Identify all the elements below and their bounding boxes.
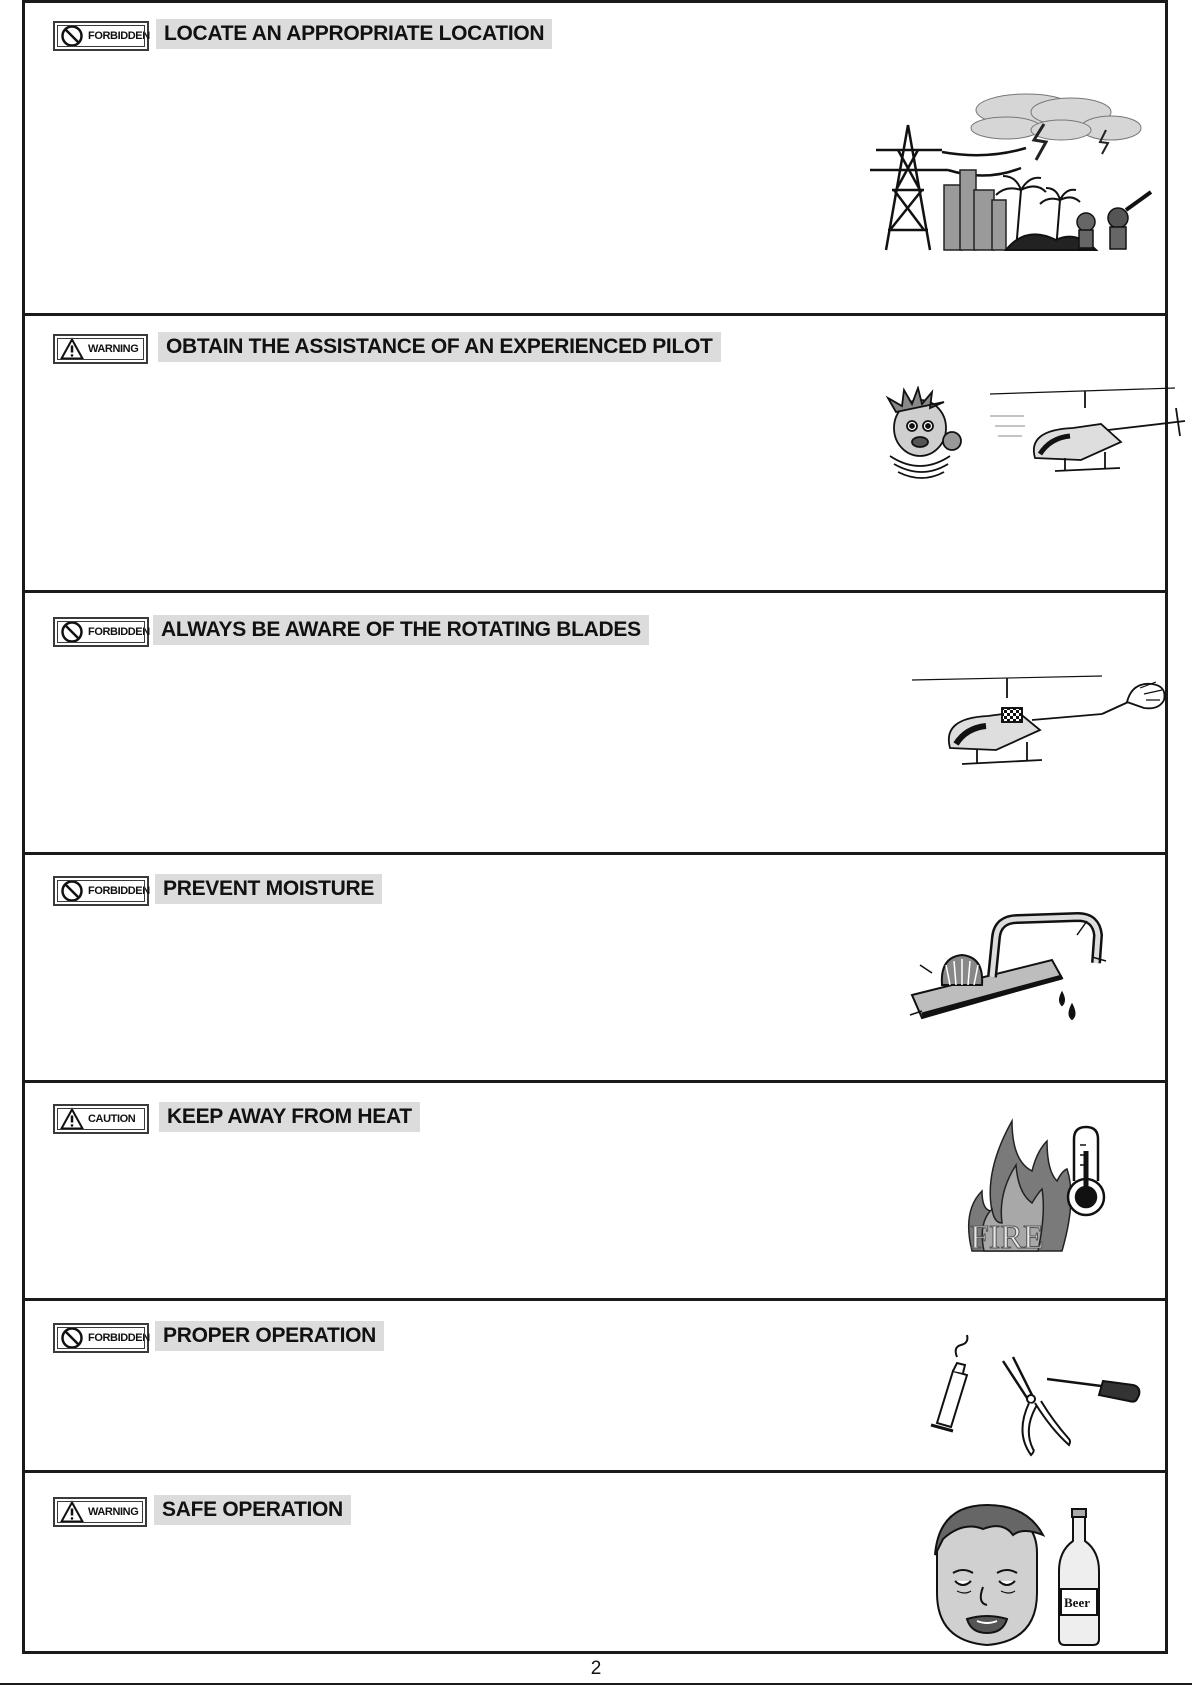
section-title: KEEP AWAY FROM HEAT [159,1102,420,1132]
section-title: SAFE OPERATION [154,1495,351,1525]
warning-triangle-icon [60,1500,84,1524]
power-tower-storm-icon [856,90,1156,260]
badge-label: FORBIDDEN [88,626,150,638]
section-proper-operation [22,1298,1168,1472]
badge-label: FORBIDDEN [88,30,150,42]
fire-and-thermometer-icon [962,1111,1122,1261]
section-title: LOCATE AN APPROPRIATE LOCATION [156,19,552,49]
section-rotating-blades [22,590,1168,854]
dripping-faucet-icon [902,905,1122,1035]
section-keep-away-heat [22,1080,1168,1300]
section-title: PROPER OPERATION [155,1321,384,1351]
warning-triangle-icon [60,1107,84,1131]
warning-triangle-icon [60,337,84,361]
badge-label: CAUTION [88,1113,136,1125]
section-safe-operation [22,1470,1168,1654]
prohibition-icon [60,24,84,48]
section-title: OBTAIN THE ASSISTANCE OF AN EXPERIENCED PILOT [158,332,721,362]
section-experienced-pilot [22,313,1168,592]
badge-label: FORBIDDEN [88,1332,150,1344]
tools-icon [917,1333,1147,1458]
badge-label: WARNING [88,1506,139,1518]
prohibition-icon [60,620,84,644]
prohibition-icon [60,879,84,903]
hand-touching-rotor-icon [902,668,1172,778]
section-prevent-moisture [22,852,1168,1082]
beer-label: Beer [1064,1595,1090,1610]
forbidden-badge [53,1323,149,1353]
warning-badge [53,1497,147,1527]
forbidden-badge [53,876,149,906]
prohibition-icon [60,1326,84,1350]
caution-badge [53,1104,149,1134]
page-number: 2 [590,1658,602,1679]
scared-person-and-helicopter-icon [880,386,1190,486]
section-title: ALWAYS BE AWARE OF THE ROTATING BLADES [153,615,649,645]
tired-face-and-beer-icon [927,1503,1127,1653]
forbidden-badge [53,617,149,647]
section-title: PREVENT MOISTURE [155,874,382,904]
badge-label: WARNING [88,343,139,355]
warning-badge [53,334,148,364]
fire-label: FIRE [970,1219,1044,1256]
forbidden-badge [53,21,149,51]
section-locate-location [22,0,1168,315]
badge-label: FORBIDDEN [88,885,150,897]
